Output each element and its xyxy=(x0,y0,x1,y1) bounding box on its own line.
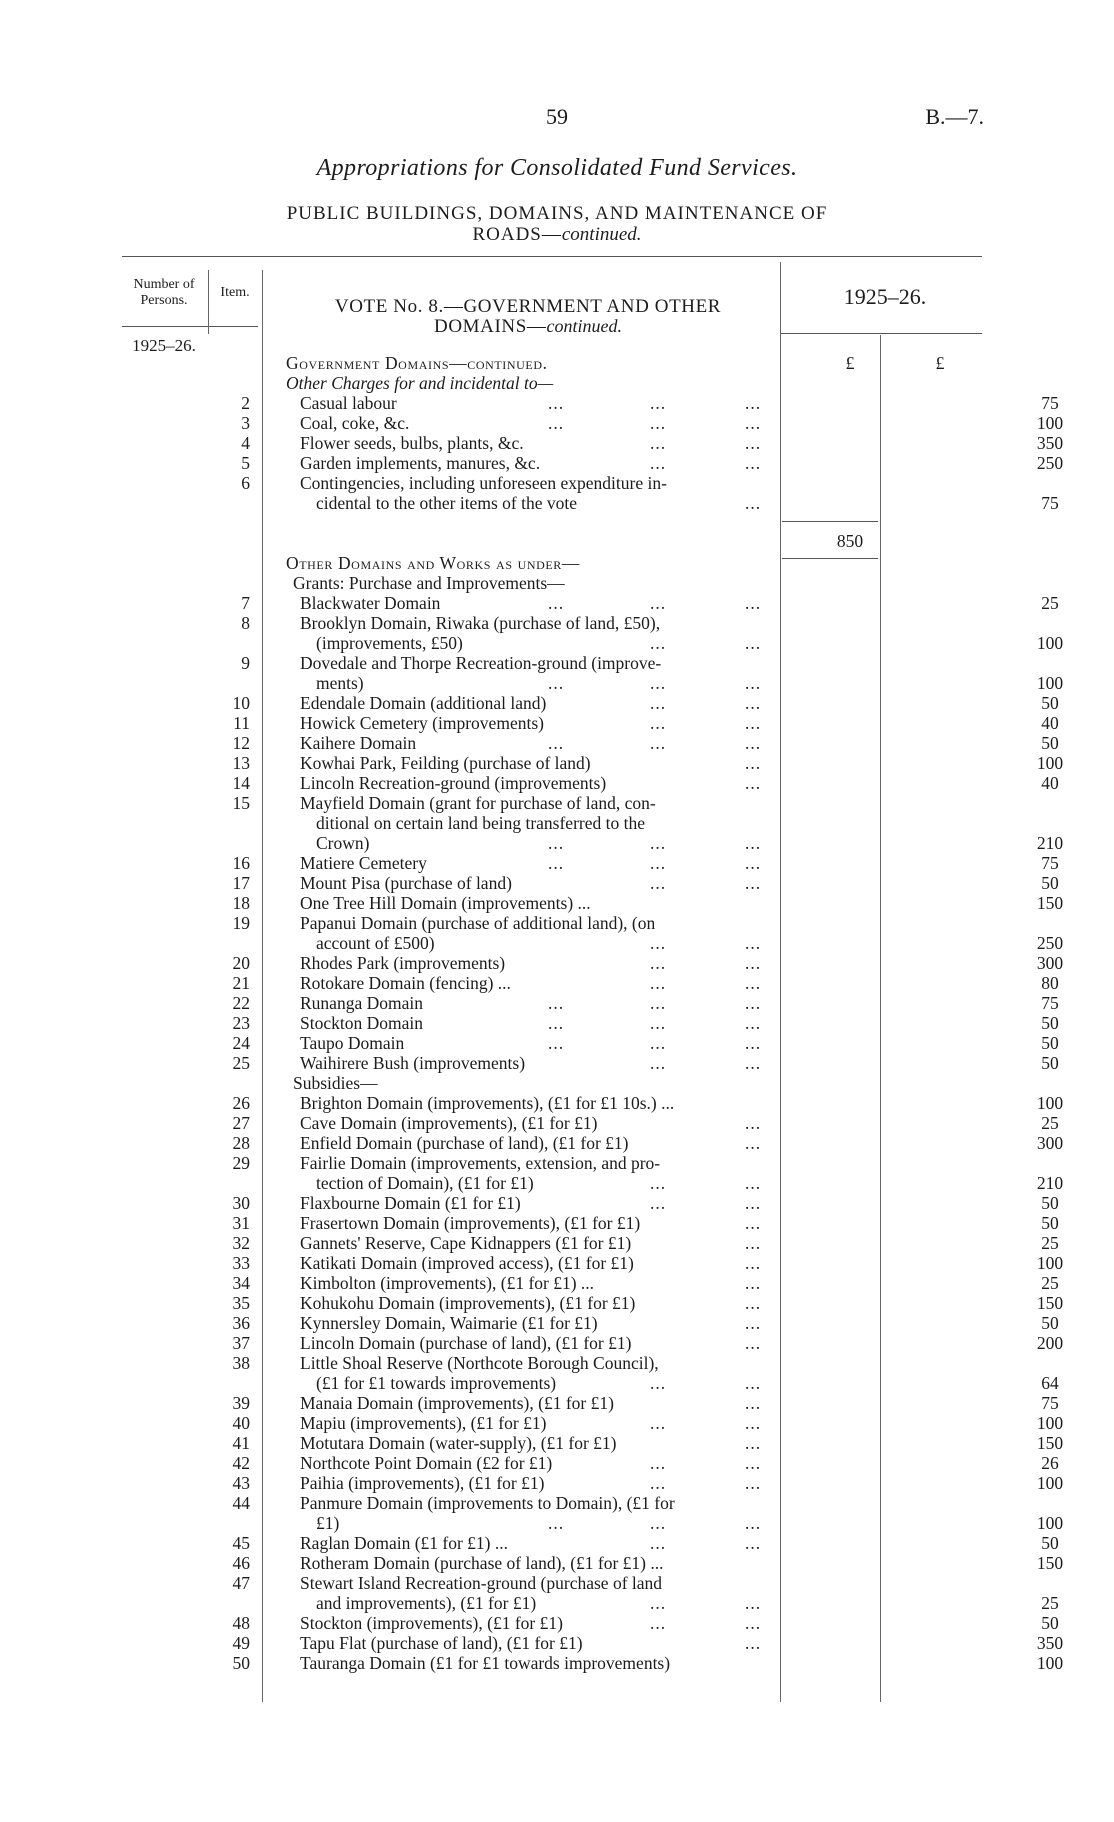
item-description: Taupo Domain xyxy=(300,1033,405,1053)
item-amount: 50 xyxy=(1041,693,1059,713)
subtitle-text: ROADS— xyxy=(472,224,562,245)
item-description: ments) xyxy=(316,673,364,693)
item-description: Garden implements, manures, &c. xyxy=(300,453,541,473)
leader-dots: ... xyxy=(650,413,667,433)
item-description: ditional on certain land being transferred to the xyxy=(316,813,645,833)
item-number: 11 xyxy=(233,713,250,733)
item-description: Flaxbourne Domain (£1 for £1) xyxy=(300,1193,521,1213)
document-reference: B.—7. xyxy=(925,104,984,129)
leader-dots: ... xyxy=(745,1413,762,1433)
item-description: Grants: Purchase and Improvements— xyxy=(293,573,565,593)
leader-dots: ... xyxy=(548,393,565,413)
item-number: 35 xyxy=(232,1293,250,1313)
item-description: Motutara Domain (water-supply), (£1 for £1) xyxy=(300,1433,617,1453)
item-number: 4 xyxy=(241,433,250,453)
item-number: 36 xyxy=(232,1313,250,1333)
item-amount: 50 xyxy=(1041,1613,1059,1633)
item-number: 32 xyxy=(232,1233,250,1253)
item-amount: 100 xyxy=(1036,1253,1064,1273)
item-description: Kowhai Park, Feilding (purchase of land) xyxy=(300,753,591,773)
section-heading: Other Domains and Works as under— xyxy=(286,553,580,573)
leader-dots: ... xyxy=(745,1333,762,1353)
vote-heading-continued xyxy=(298,316,758,338)
item-amount: 25 xyxy=(1041,1233,1059,1253)
item-amount: 50 xyxy=(1041,1033,1059,1053)
item-amount: 75 xyxy=(1041,1393,1059,1413)
leader-dots: ... xyxy=(745,1513,762,1533)
item-description: Howick Cemetery (improvements) xyxy=(300,713,544,733)
leader-dots: ... xyxy=(650,733,667,753)
item-amount: 250 xyxy=(1036,453,1064,473)
item-description: Subsidies— xyxy=(293,1073,378,1093)
item-amount: 300 xyxy=(1036,953,1064,973)
item-number: 13 xyxy=(232,753,250,773)
leader-dots: ... xyxy=(650,993,667,1013)
item-number: 48 xyxy=(232,1613,250,1633)
item-description: Coal, coke, &c. xyxy=(300,413,410,433)
item-amount: 100 xyxy=(1036,753,1064,773)
leader-dots: ... xyxy=(650,853,667,873)
item-amount: 50 xyxy=(1041,733,1059,753)
column-divider-amounts xyxy=(880,335,881,1702)
item-number: 38 xyxy=(232,1353,250,1373)
leader-dots: ... xyxy=(650,593,667,613)
leader-dots: ... xyxy=(745,673,762,693)
item-number: 37 xyxy=(232,1333,250,1353)
leader-dots: ... xyxy=(548,1013,565,1033)
number-of-persons-header: Number of Persons. xyxy=(133,277,195,308)
item-number: 19 xyxy=(232,913,250,933)
leader-dots: ... xyxy=(650,873,667,893)
leader-dots: ... xyxy=(745,1173,762,1193)
leader-dots: ... xyxy=(745,1293,762,1313)
item-description: Manaia Domain (improvements), (£1 for £1) xyxy=(300,1393,614,1413)
persons-header-rule xyxy=(122,326,258,327)
item-description: Dovedale and Thorpe Recreation-ground (improve- xyxy=(300,653,662,673)
leader-dots: ... xyxy=(745,1393,762,1413)
item-number: 25 xyxy=(232,1053,250,1073)
leader-dots: ... xyxy=(745,693,762,713)
item-description: Kynnersley Domain, Waimarie (£1 for £1) xyxy=(300,1313,598,1333)
leader-dots: ... xyxy=(650,1513,667,1533)
item-number: 9 xyxy=(241,653,250,673)
leader-dots: ... xyxy=(745,733,762,753)
item-number: 18 xyxy=(232,893,250,913)
item-amount: 150 xyxy=(1036,1433,1064,1453)
item-header: Item. xyxy=(220,285,250,300)
item-amount: 25 xyxy=(1041,1273,1059,1293)
persons-year-label: 1925–26. xyxy=(132,336,196,355)
item-amount: 150 xyxy=(1036,1293,1064,1313)
leader-dots: ... xyxy=(548,413,565,433)
item-description: (improvements, £50) xyxy=(316,633,463,653)
leader-dots: ... xyxy=(650,1473,667,1493)
leader-dots: ... xyxy=(650,973,667,993)
item-number: 16 xyxy=(232,853,250,873)
page-number: 59 xyxy=(546,104,568,129)
leader-dots: ... xyxy=(745,993,762,1013)
column-divider-description xyxy=(780,262,781,1702)
item-description: Edendale Domain (additional land) xyxy=(300,693,547,713)
leader-dots: ... xyxy=(650,1033,667,1053)
leader-dots: ... xyxy=(745,833,762,853)
item-amount: 50 xyxy=(1041,1193,1059,1213)
item-description: Gannets' Reserve, Cape Kidnappers (£1 for £1) xyxy=(300,1233,632,1253)
leader-dots: ... xyxy=(745,493,762,513)
item-amount: 350 xyxy=(1036,1633,1064,1653)
item-description: Stockton (improvements), (£1 for £1) xyxy=(300,1613,563,1633)
item-amount: 75 xyxy=(1041,853,1059,873)
item-number: 7 xyxy=(241,593,250,613)
item-number: 2 xyxy=(241,393,250,413)
leader-dots: ... xyxy=(745,1133,762,1153)
leader-dots: ... xyxy=(745,1193,762,1213)
leader-dots: ... xyxy=(548,673,565,693)
item-number: 46 xyxy=(232,1553,250,1573)
item-description: Paihia (improvements), (£1 for £1) xyxy=(300,1473,545,1493)
leader-dots: ... xyxy=(745,1013,762,1033)
leader-dots: ... xyxy=(650,673,667,693)
item-amount: 50 xyxy=(1041,1313,1059,1333)
item-description: Flower seeds, bulbs, plants, &c. xyxy=(300,433,524,453)
item-amount: 75 xyxy=(1041,393,1059,413)
item-number: 42 xyxy=(232,1453,250,1473)
item-description: Katikati Domain (improved access), (£1 for £1) xyxy=(300,1253,634,1273)
leader-dots: ... xyxy=(745,593,762,613)
item-description: Stockton Domain xyxy=(300,1013,423,1033)
leader-dots: ... xyxy=(745,1273,762,1293)
item-description: Runanga Domain xyxy=(300,993,423,1013)
item-description: Waihirere Bush (improvements) xyxy=(300,1053,526,1073)
leader-dots: ... xyxy=(745,1373,762,1393)
item-number: 41 xyxy=(232,1433,250,1453)
leader-dots: ... xyxy=(745,1233,762,1253)
item-description: Kimbolton (improvements), (£1 for £1) ... xyxy=(300,1273,595,1293)
item-number: 26 xyxy=(232,1093,250,1113)
page-title: Appropriations for Consolidated Fund Services. xyxy=(316,155,798,181)
item-number: 33 xyxy=(232,1253,250,1273)
item-description: and improvements), (£1 for £1) xyxy=(316,1593,537,1613)
leader-dots: ... xyxy=(548,733,565,753)
item-number: 23 xyxy=(232,1013,250,1033)
item-description: Frasertown Domain (improvements), (£1 for £1) xyxy=(300,1213,641,1233)
leader-dots: ... xyxy=(650,1613,667,1633)
subtotal-rule-bottom xyxy=(782,558,878,559)
item-description: Crown) xyxy=(316,833,370,853)
item-description: Panmure Domain (improvements to Domain), (£1 for xyxy=(300,1493,675,1513)
leader-dots: ... xyxy=(745,433,762,453)
item-amount: 200 xyxy=(1036,1333,1064,1353)
item-number: 20 xyxy=(232,953,250,973)
vote-domains-label: DOMAINS— xyxy=(434,316,547,337)
item-amount: 26 xyxy=(1041,1453,1059,1473)
section-subtitle: PUBLIC BUILDINGS, DOMAINS, AND MAINTENANCE OF xyxy=(286,203,828,224)
item-number: 15 xyxy=(232,793,250,813)
item-number: 3 xyxy=(241,413,250,433)
item-description: Lincoln Domain (purchase of land), (£1 for £1) xyxy=(300,1333,632,1353)
item-amount: 100 xyxy=(1036,1653,1064,1673)
item-amount: 25 xyxy=(1041,593,1059,613)
item-amount: 100 xyxy=(1036,1513,1064,1533)
leader-dots: ... xyxy=(650,1533,667,1553)
leader-dots: ... xyxy=(745,713,762,733)
item-amount: 40 xyxy=(1041,773,1059,793)
item-number: 10 xyxy=(232,693,250,713)
item-amount: 300 xyxy=(1036,1133,1064,1153)
top-rule xyxy=(122,256,982,257)
leader-dots: ... xyxy=(745,973,762,993)
item-amount: 75 xyxy=(1041,993,1059,1013)
leader-dots: ... xyxy=(745,1053,762,1073)
section-heading: Government Domains—continued. xyxy=(286,353,548,373)
leader-dots: ... xyxy=(745,1213,762,1233)
leader-dots: ... xyxy=(745,1113,762,1133)
item-description: cidental to the other items of the vote xyxy=(316,493,577,513)
item-amount: 150 xyxy=(1036,1553,1064,1573)
item-number: 28 xyxy=(232,1133,250,1153)
leader-dots: ... xyxy=(650,1413,667,1433)
item-amount: 50 xyxy=(1041,1533,1059,1553)
item-description: Contingencies, including unforeseen expenditure in- xyxy=(300,473,667,493)
item-description: Northcote Point Domain (£2 for £1) xyxy=(300,1453,553,1473)
item-amount: 80 xyxy=(1041,973,1059,993)
leader-dots: ... xyxy=(650,1593,667,1613)
item-amount: 100 xyxy=(1036,413,1064,433)
item-number: 50 xyxy=(232,1653,250,1673)
item-number: 12 xyxy=(232,733,250,753)
item-amount: 50 xyxy=(1041,873,1059,893)
item-amount: 350 xyxy=(1036,433,1064,453)
item-description: Rotokare Domain (fencing) ... xyxy=(300,973,511,993)
item-amount: 50 xyxy=(1041,1013,1059,1033)
leader-dots: ... xyxy=(548,1513,565,1533)
item-description: Tapu Flat (purchase of land), (£1 for £1) xyxy=(300,1633,583,1653)
item-number: 34 xyxy=(232,1273,250,1293)
item-description: Enfield Domain (purchase of land), (£1 for £1) xyxy=(300,1133,629,1153)
leader-dots: ... xyxy=(745,1253,762,1273)
item-description: Rhodes Park (improvements) xyxy=(300,953,506,973)
item-number: 5 xyxy=(241,453,250,473)
leader-dots: ... xyxy=(650,833,667,853)
column-divider-item xyxy=(262,270,263,1702)
item-amount: 100 xyxy=(1036,1413,1064,1433)
item-description: Mapiu (improvements), (£1 for £1) xyxy=(300,1413,547,1433)
item-number: 14 xyxy=(232,773,250,793)
item-description: Papanui Domain (purchase of additional land), (on xyxy=(300,913,656,933)
item-description: Kohukohu Domain (improvements), (£1 for £1) xyxy=(300,1293,636,1313)
leader-dots: ... xyxy=(650,1193,667,1213)
leader-dots: ... xyxy=(745,873,762,893)
leader-dots: ... xyxy=(745,933,762,953)
item-amount: 64 xyxy=(1041,1373,1059,1393)
leader-dots: ... xyxy=(650,1173,667,1193)
item-description: Rotheram Domain (purchase of land), (£1 for £1) ... xyxy=(300,1553,664,1573)
pound-label-items: £ xyxy=(845,353,855,373)
item-number: 8 xyxy=(241,613,250,633)
item-description: Stewart Island Recreation-ground (purchase of land xyxy=(300,1573,663,1593)
leader-dots: ... xyxy=(745,1613,762,1633)
leader-dots: ... xyxy=(745,1313,762,1333)
item-amount: 100 xyxy=(1036,673,1064,693)
item-amount: 210 xyxy=(1036,833,1064,853)
item-description: Fairlie Domain (improvements, extension, and pro- xyxy=(300,1153,661,1173)
item-amount: 40 xyxy=(1041,713,1059,733)
item-number: 21 xyxy=(232,973,250,993)
leader-dots: ... xyxy=(745,753,762,773)
item-number: 40 xyxy=(232,1413,250,1433)
year-column-header: 1925–26. xyxy=(843,284,927,309)
item-description: tection of Domain), (£1 for £1) xyxy=(316,1173,534,1193)
item-amount: 50 xyxy=(1041,1053,1059,1073)
item-number: 29 xyxy=(232,1153,250,1173)
leader-dots: ... xyxy=(650,1453,667,1473)
leader-dots: ... xyxy=(548,1033,565,1053)
item-amount: 100 xyxy=(1036,1093,1064,1113)
item-description: Kaihere Domain xyxy=(300,733,417,753)
leader-dots: ... xyxy=(650,1053,667,1073)
item-description: Matiere Cemetery xyxy=(300,853,427,873)
section-subtitle-continued xyxy=(0,224,1114,246)
leader-dots: ... xyxy=(745,413,762,433)
leader-dots: ... xyxy=(548,993,565,1013)
leader-dots: ... xyxy=(745,773,762,793)
item-description: Cave Domain (improvements), (£1 for £1) xyxy=(300,1113,598,1133)
item-number: 6 xyxy=(241,473,250,493)
item-description: account of £500) xyxy=(316,933,435,953)
leader-dots: ... xyxy=(745,1433,762,1453)
item-amount: 250 xyxy=(1036,933,1064,953)
item-number: 44 xyxy=(232,1493,250,1513)
item-number: 17 xyxy=(232,873,250,893)
leader-dots: ... xyxy=(650,633,667,653)
leader-dots: ... xyxy=(745,633,762,653)
item-amount: 150 xyxy=(1036,893,1064,913)
item-amount: 100 xyxy=(1036,633,1064,653)
item-number: 45 xyxy=(232,1533,250,1553)
item-description: Mount Pisa (purchase of land) xyxy=(300,873,512,893)
leader-dots: ... xyxy=(745,1453,762,1473)
item-amount: 25 xyxy=(1041,1593,1059,1613)
item-description: Brooklyn Domain, Riwaka (purchase of land, £50), xyxy=(300,613,661,633)
leader-dots: ... xyxy=(745,1593,762,1613)
item-number: 30 xyxy=(232,1193,250,1213)
item-description: Brighton Domain (improvements), (£1 for £1 10s.) ... xyxy=(300,1093,675,1113)
leader-dots: ... xyxy=(650,393,667,413)
item-amount: 210 xyxy=(1036,1173,1064,1193)
item-amount: 25 xyxy=(1041,1113,1059,1133)
leader-dots: ... xyxy=(745,1533,762,1553)
item-number: 24 xyxy=(232,1033,250,1053)
item-description: Little Shoal Reserve (Northcote Borough Council), xyxy=(300,1353,659,1373)
item-description: Tauranga Domain (£1 for £1 towards improvements) xyxy=(300,1653,671,1673)
leader-dots: ... xyxy=(745,853,762,873)
item-description: Raglan Domain (£1 for £1) ... xyxy=(300,1533,509,1553)
leader-dots: ... xyxy=(548,833,565,853)
year-header-rule xyxy=(780,333,982,334)
leader-dots: ... xyxy=(745,1633,762,1653)
column-divider-persons xyxy=(208,270,209,334)
leader-dots: ... xyxy=(650,453,667,473)
vote-heading: VOTE No. 8.—GOVERNMENT AND OTHER xyxy=(334,296,722,317)
leader-dots: ... xyxy=(548,853,565,873)
item-amount: 75 xyxy=(1041,493,1059,513)
leader-dots: ... xyxy=(745,1033,762,1053)
leader-dots: ... xyxy=(650,953,667,973)
leader-dots: ... xyxy=(650,433,667,453)
leader-dots: ... xyxy=(650,1373,667,1393)
leader-dots: ... xyxy=(745,953,762,973)
item-number: 39 xyxy=(232,1393,250,1413)
item-description: One Tree Hill Domain (improvements) ... xyxy=(300,893,591,913)
leader-dots: ... xyxy=(745,393,762,413)
leader-dots: ... xyxy=(650,713,667,733)
item-number: 49 xyxy=(232,1633,250,1653)
item-description: Casual labour xyxy=(300,393,397,413)
item-description: Mayfield Domain (grant for purchase of land, con- xyxy=(300,793,656,813)
leader-dots: ... xyxy=(650,933,667,953)
leader-dots: ... xyxy=(745,1473,762,1493)
item-number: 47 xyxy=(232,1573,250,1593)
item-amount: 100 xyxy=(1036,1473,1064,1493)
item-number: 22 xyxy=(232,993,250,1013)
item-number: 31 xyxy=(232,1213,250,1233)
item-description: Other Charges for and incidental to— xyxy=(286,373,554,393)
item-number: 43 xyxy=(232,1473,250,1493)
item-description: (£1 for £1 towards improvements) xyxy=(316,1373,557,1393)
pound-label-totals: £ xyxy=(935,353,945,373)
item-description: Lincoln Recreation-ground (improvements) xyxy=(300,773,607,793)
item-number: 27 xyxy=(232,1113,250,1133)
subtotal-rule-top xyxy=(782,521,878,522)
subtotal-amount: 850 xyxy=(836,531,864,551)
item-description: £1) xyxy=(316,1513,340,1533)
leader-dots: ... xyxy=(650,693,667,713)
item-amount: 50 xyxy=(1041,1213,1059,1233)
vote-continued-label: continued. xyxy=(546,316,622,336)
leader-dots: ... xyxy=(650,1013,667,1033)
leader-dots: ... xyxy=(745,453,762,473)
subtitle-continued-label: continued. xyxy=(561,224,642,245)
item-description: Blackwater Domain xyxy=(300,593,441,613)
leader-dots: ... xyxy=(548,593,565,613)
